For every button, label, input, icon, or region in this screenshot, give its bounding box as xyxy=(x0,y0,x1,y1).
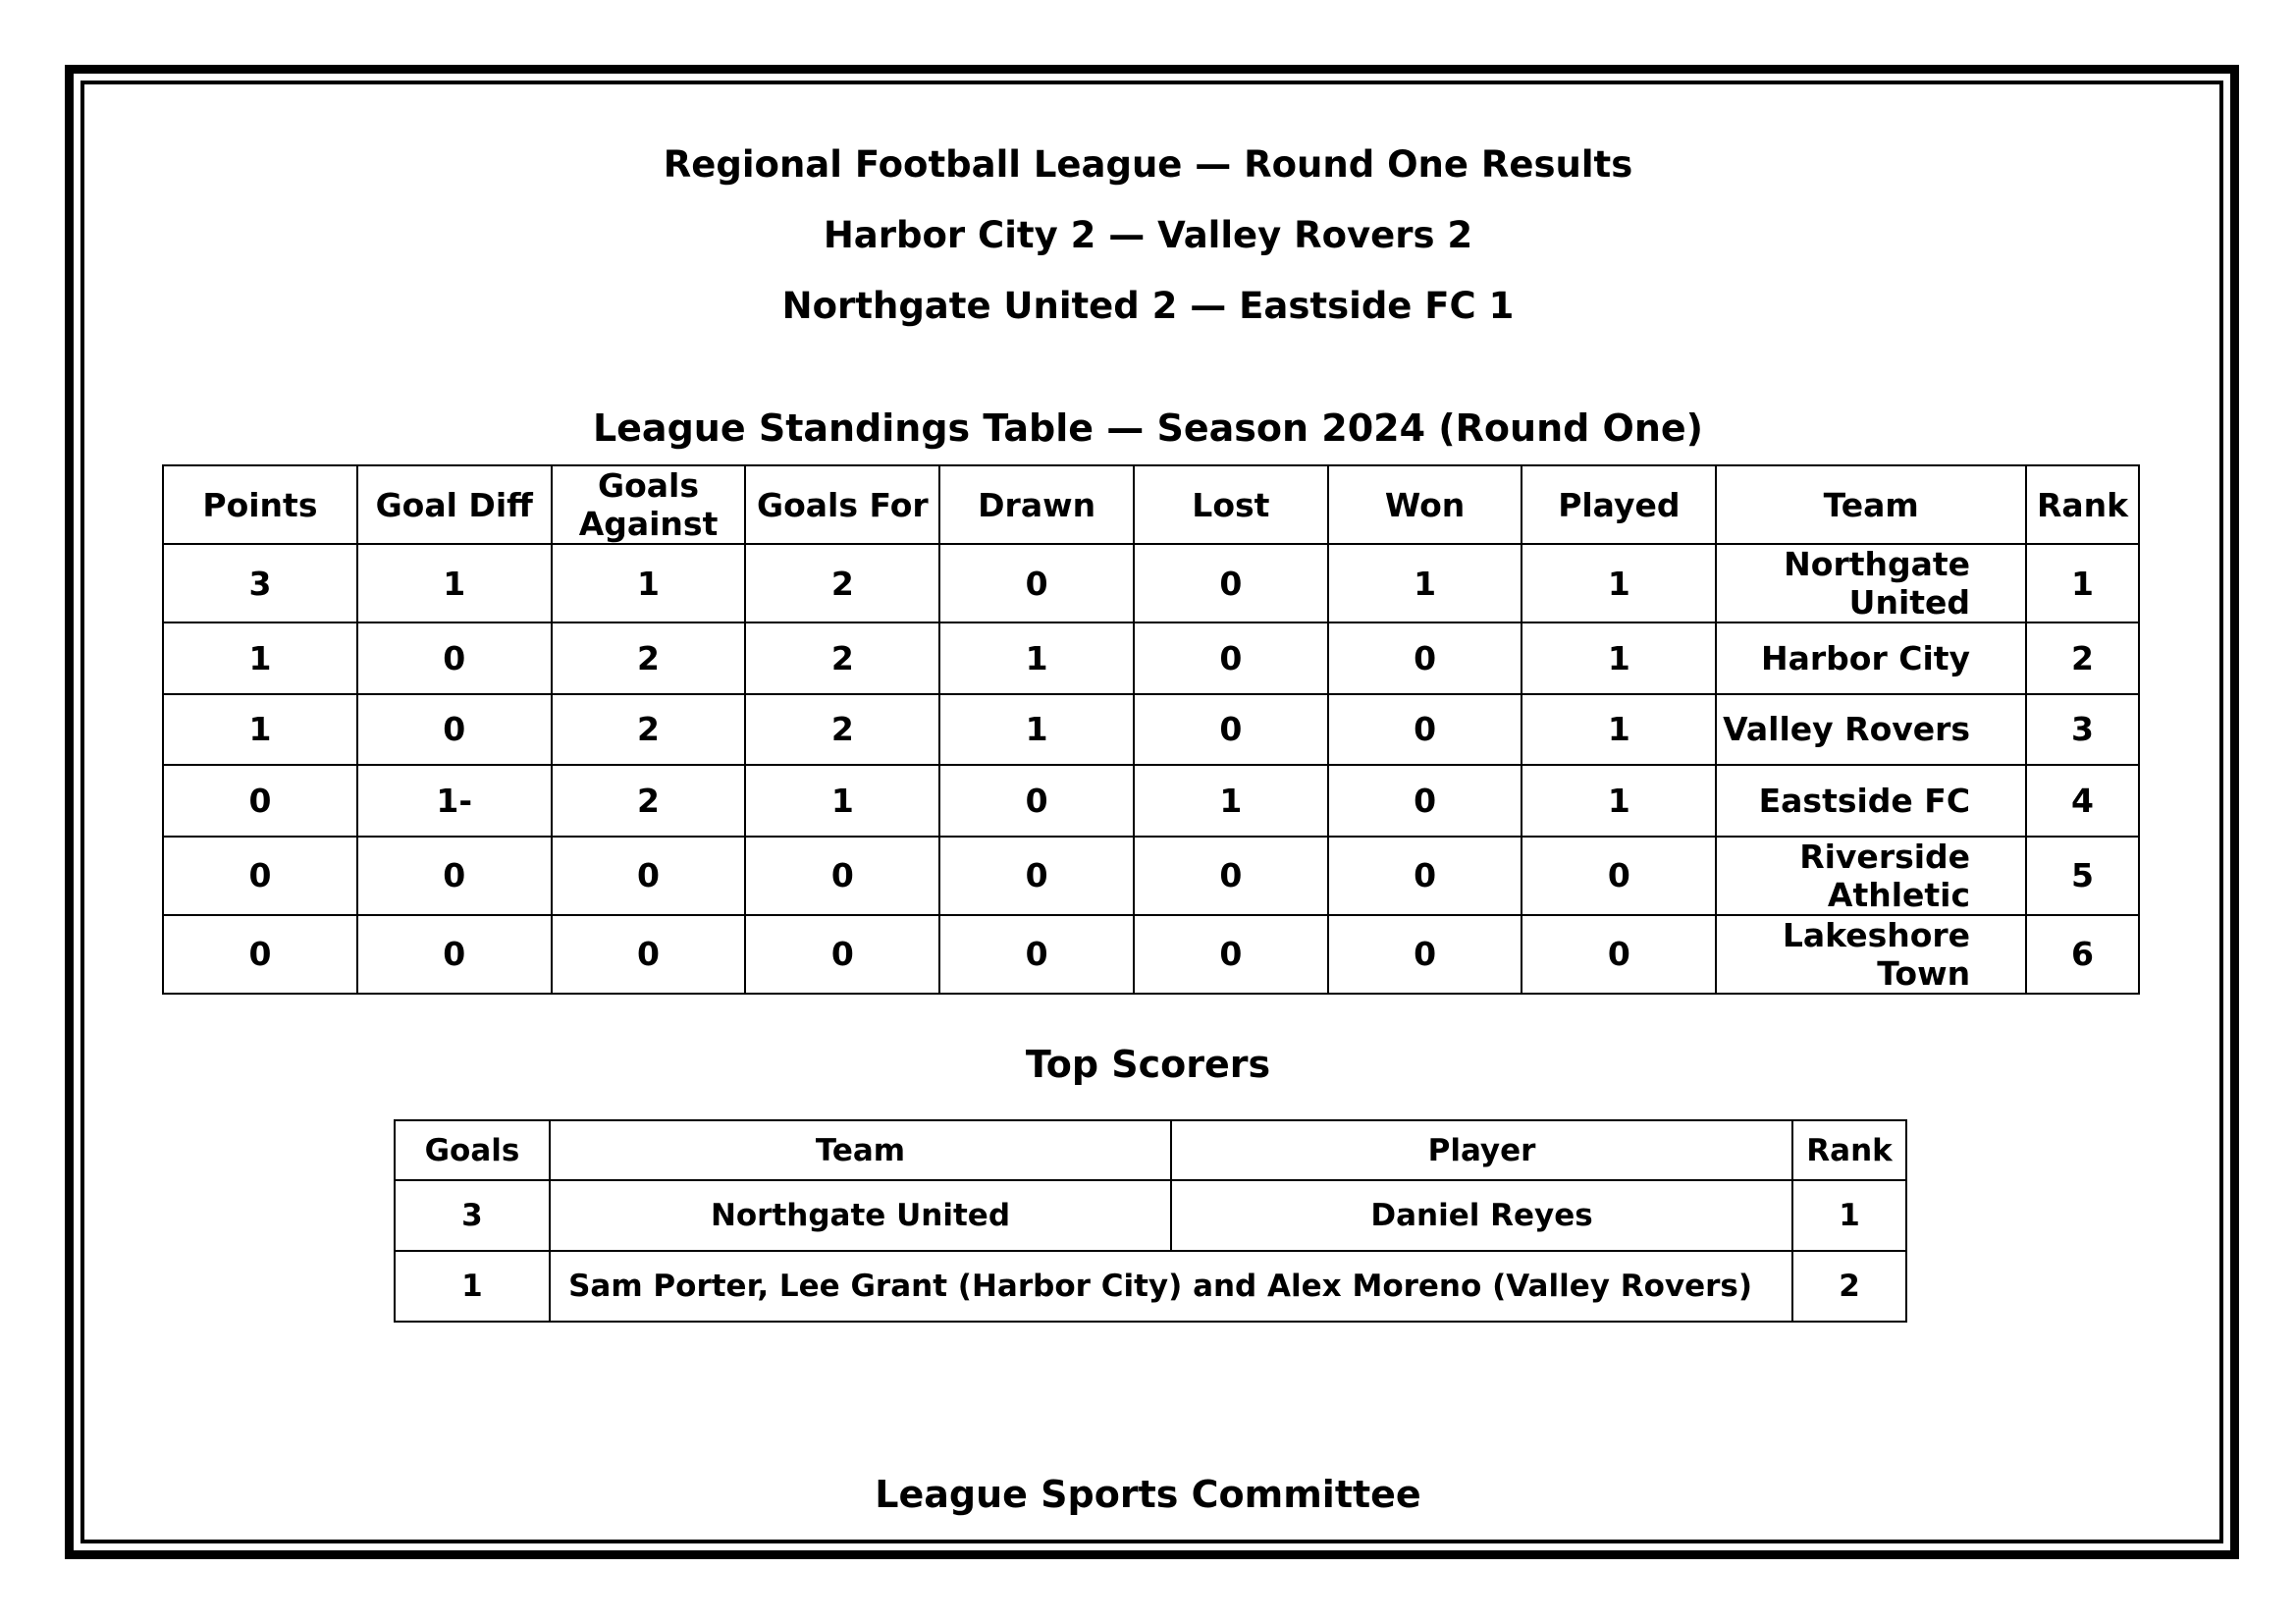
standings-header-row xyxy=(163,465,2139,544)
column-header-won: Won xyxy=(1328,465,1522,544)
goals-against-cell: 0 xyxy=(552,837,746,915)
table-row xyxy=(163,694,2139,766)
drawn-cell: 0 xyxy=(939,915,1134,994)
lost-cell: 0 xyxy=(1134,694,1328,766)
points-cell: 0 xyxy=(163,915,357,994)
column-header-goals: Goals xyxy=(395,1120,550,1180)
standings-table xyxy=(162,464,2140,995)
column-header-rank: Rank xyxy=(2026,465,2139,544)
points-cell: 1 xyxy=(163,694,357,766)
rank-cell: 6 xyxy=(2026,915,2139,994)
drawn-cell: 0 xyxy=(939,544,1134,622)
rank-cell: 2 xyxy=(1792,1251,1906,1322)
goal-difference-cell: 0 xyxy=(357,694,552,766)
table-row xyxy=(163,765,2139,837)
lost-cell: 1 xyxy=(1134,765,1328,837)
won-cell: 0 xyxy=(1328,915,1522,994)
goals-for-cell: 2 xyxy=(745,622,939,694)
goals-against-cell: 2 xyxy=(552,694,746,766)
points-cell: 1 xyxy=(163,622,357,694)
goals-for-cell: 0 xyxy=(745,915,939,994)
goal-difference-cell: 0 xyxy=(357,837,552,915)
goals-for-cell: 2 xyxy=(745,694,939,766)
drawn-cell: 0 xyxy=(939,765,1134,837)
lost-cell: 0 xyxy=(1134,837,1328,915)
table-row xyxy=(163,915,2139,994)
column-header-played: Played xyxy=(1522,465,1716,544)
column-header-points: Points xyxy=(163,465,357,544)
team-name-cell: Valley Rovers xyxy=(1716,694,2026,766)
won-cell: 1 xyxy=(1328,544,1522,622)
table-row xyxy=(163,544,2139,622)
won-cell: 0 xyxy=(1328,694,1522,766)
column-header-team: Team xyxy=(1716,465,2026,544)
drawn-cell: 1 xyxy=(939,694,1134,766)
rank-cell: 1 xyxy=(2026,544,2139,622)
column-header-player: Player xyxy=(1171,1120,1792,1180)
rank-cell: 1 xyxy=(1792,1180,1906,1251)
team-name-cell: Northgate United xyxy=(1716,544,2026,622)
goal-difference-cell: 0 xyxy=(357,915,552,994)
lost-cell: 0 xyxy=(1134,544,1328,622)
played-cell: 0 xyxy=(1522,837,1716,915)
match-result: Harbor City 2 — Valley Rovers 2 xyxy=(823,214,1473,256)
won-cell: 0 xyxy=(1328,622,1522,694)
points-cell: 0 xyxy=(163,837,357,915)
table-row xyxy=(395,1251,1906,1322)
results-title: Regional Football League — Round One Results xyxy=(663,143,1633,186)
table-row xyxy=(395,1180,1906,1251)
goals-for-cell: 0 xyxy=(745,837,939,915)
column-header-goals-against: Goals Against xyxy=(552,465,746,544)
drawn-cell: 0 xyxy=(939,837,1134,915)
goal-difference-cell: 0 xyxy=(357,622,552,694)
lost-cell: 0 xyxy=(1134,622,1328,694)
goal-difference-cell: -1 xyxy=(357,765,552,837)
match-result: Northgate United 2 — Eastside FC 1 xyxy=(781,285,1515,327)
column-header-rank: Rank xyxy=(1792,1120,1906,1180)
column-header-lost: Lost xyxy=(1134,465,1328,544)
column-header-goal-difference: Goal Diff xyxy=(357,465,552,544)
rank-cell: 2 xyxy=(2026,622,2139,694)
rank-cell: 3 xyxy=(2026,694,2139,766)
won-cell: 0 xyxy=(1328,765,1522,837)
lost-cell: 0 xyxy=(1134,915,1328,994)
drawn-cell: 1 xyxy=(939,622,1134,694)
table-row xyxy=(163,622,2139,694)
standings-title: League Standings Table — Season 2024 (Round One) xyxy=(592,406,1704,450)
column-header-team: Team xyxy=(550,1120,1171,1180)
team-name-cell: Harbor City xyxy=(1716,622,2026,694)
scorers-title: Top Scorers xyxy=(1025,1043,1271,1086)
goals-cell: 3 xyxy=(395,1180,550,1251)
goals-for-cell: 2 xyxy=(745,544,939,622)
table-row xyxy=(163,837,2139,915)
team-name-cell: Lakeshore Town xyxy=(1716,915,2026,994)
goals-against-cell: 0 xyxy=(552,915,746,994)
played-cell: 0 xyxy=(1522,915,1716,994)
goal-difference-cell: 1 xyxy=(357,544,552,622)
column-header-goals-for: Goals For xyxy=(745,465,939,544)
goals-for-cell: 1 xyxy=(745,765,939,837)
played-cell: 1 xyxy=(1522,765,1716,837)
scorers-header-row xyxy=(395,1120,1906,1180)
rank-cell: 5 xyxy=(2026,837,2139,915)
goals-against-cell: 2 xyxy=(552,622,746,694)
points-cell: 3 xyxy=(163,544,357,622)
goals-against-cell: 2 xyxy=(552,765,746,837)
committee-signature: League Sports Committee xyxy=(875,1473,1421,1516)
goals-against-cell: 1 xyxy=(552,544,746,622)
rank-cell: 4 xyxy=(2026,765,2139,837)
team-name-cell: Riverside Athletic xyxy=(1716,837,2026,915)
played-cell: 1 xyxy=(1522,544,1716,622)
top-scorers-table xyxy=(394,1119,1907,1323)
team-name-cell: Eastside FC xyxy=(1716,765,2026,837)
player-names-cell: Sam Porter, Lee Grant (Harbor City) and Alex Moreno (Valley Rovers) xyxy=(550,1251,1792,1322)
goals-cell: 1 xyxy=(395,1251,550,1322)
player-name-cell: Daniel Reyes xyxy=(1171,1180,1792,1251)
won-cell: 0 xyxy=(1328,837,1522,915)
played-cell: 1 xyxy=(1522,622,1716,694)
played-cell: 1 xyxy=(1522,694,1716,766)
column-header-drawn: Drawn xyxy=(939,465,1134,544)
points-cell: 0 xyxy=(163,765,357,837)
team-name-cell: Northgate United xyxy=(550,1180,1171,1251)
